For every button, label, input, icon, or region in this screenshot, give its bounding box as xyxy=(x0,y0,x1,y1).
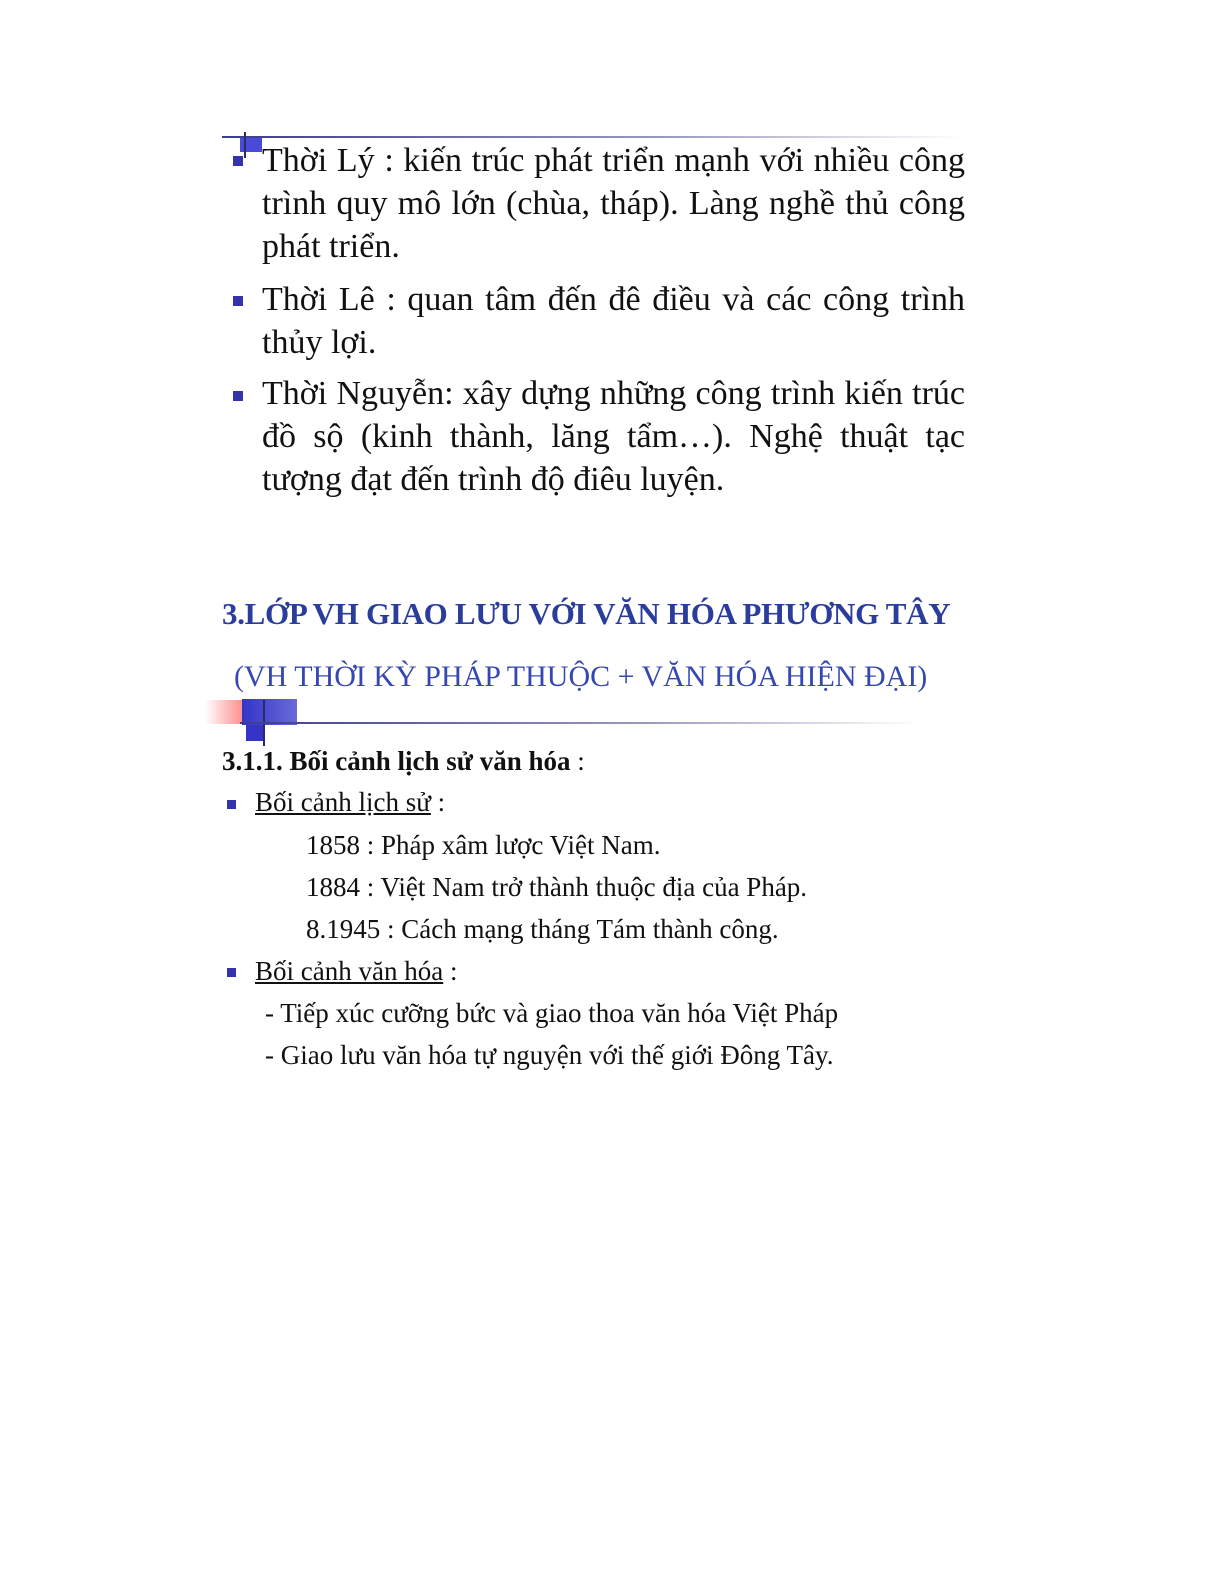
history-event: 8.1945 : Cách mạng tháng Tám thành công. xyxy=(306,914,779,944)
list-item: Thời Lê : quan tâm đến đê điều và các công trình thủy lợi. xyxy=(262,281,965,361)
culture-label xyxy=(255,956,457,987)
section-number: 3.1.1 xyxy=(222,746,276,776)
section-title-text: . Bối cảnh lịch sử văn hóa xyxy=(276,746,571,776)
history-label xyxy=(255,787,445,818)
bullet-icon xyxy=(233,391,243,401)
bullet-icon xyxy=(227,968,236,977)
bullet-icon xyxy=(227,800,236,809)
bullet-icon xyxy=(233,156,243,166)
history-label-suffix: : xyxy=(430,787,446,817)
list-item: Thời Nguyễn: xây dựng những công trình kiến trúc đồ sộ (kinh thành, lăng tẩm…). Nghệ thuật tạc tượng đạt đến trình độ điêu luyện. xyxy=(262,375,965,498)
culture-label-text: Bối cảnh văn hóa xyxy=(255,956,444,986)
page-subtitle: (VH THỜI KỲ PHÁP THUỘC + VĂN HÓA HIỆN ĐẠI) xyxy=(234,660,928,693)
history-event: 1858 : Pháp xâm lược Việt Nam. xyxy=(306,830,661,860)
section-title xyxy=(222,746,585,777)
bullet-icon xyxy=(233,296,243,306)
culture-item: - Tiếp xúc cưỡng bức và giao thoa văn hóa Việt Pháp xyxy=(265,998,839,1028)
page-title: 3.LỚP VH GIAO LƯU VỚI VĂN HÓA PHƯƠNG TÂY xyxy=(222,596,951,631)
history-event: 1884 : Việt Nam trở thành thuộc địa của Pháp. xyxy=(306,872,808,902)
culture-item: - Giao lưu văn hóa tự nguyện với thế giới Đông Tây. xyxy=(265,1040,834,1070)
culture-label-suffix: : xyxy=(443,956,458,986)
section-title-suffix: : xyxy=(570,746,585,776)
list-item: Thời Lý : kiến trúc phát triển mạnh với nhiều công trình quy mô lớn (chùa, tháp). Làng nghề thủ công phát triển. xyxy=(262,142,965,265)
history-label-text: Bối cảnh lịch sử xyxy=(255,787,431,817)
